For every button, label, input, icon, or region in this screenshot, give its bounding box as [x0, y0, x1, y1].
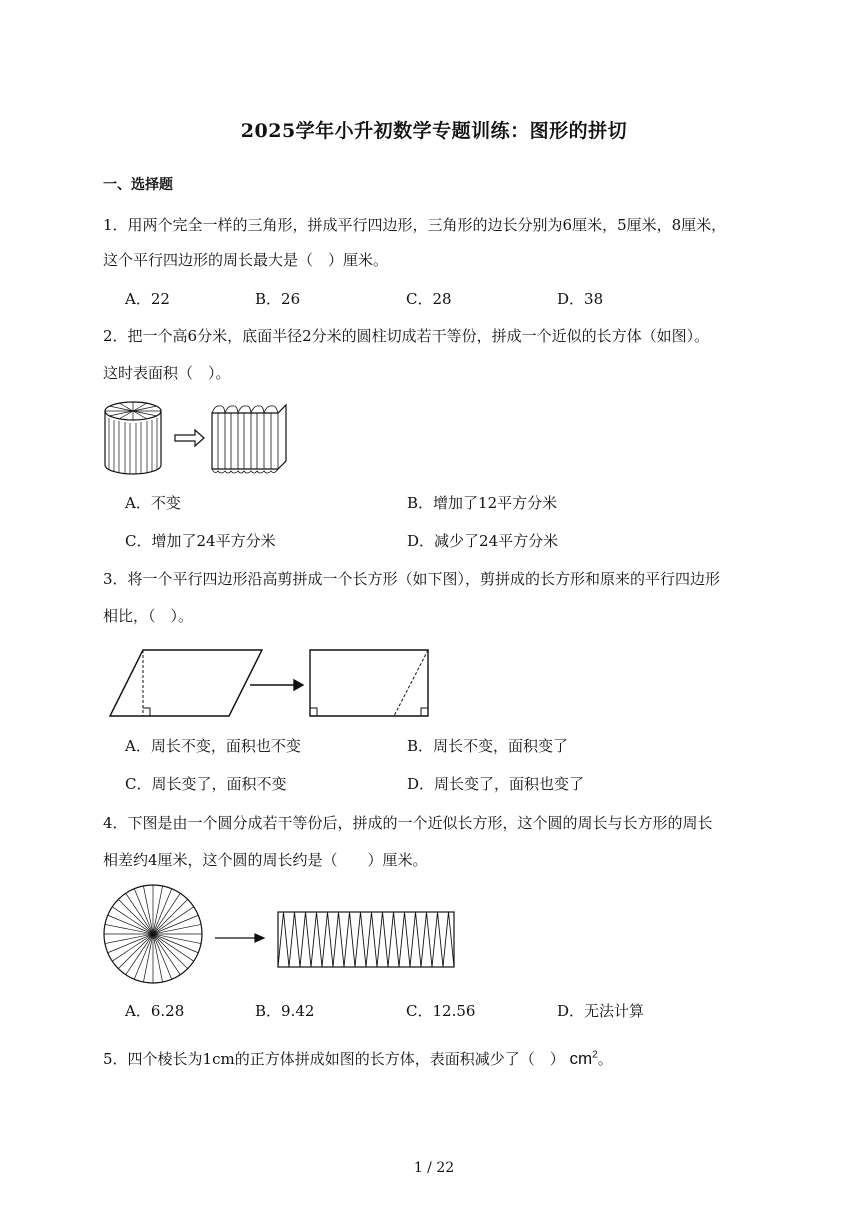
- q4-option-c[interactable]: C．12.56: [406, 1002, 476, 1020]
- q4-line2: 相差约4厘米，这个圆的周长约是（ ）厘米。: [103, 851, 428, 869]
- q2-option-d[interactable]: D．减少了24平方分米: [407, 532, 559, 550]
- q2-option-a[interactable]: A．不变: [125, 494, 181, 512]
- q4-option-d[interactable]: D．无法计算: [557, 1002, 645, 1020]
- q2-option-c[interactable]: C．增加了24平方分米: [125, 532, 276, 550]
- q3-option-d[interactable]: D．周长变了，面积也变了: [407, 775, 585, 793]
- q4-option-b[interactable]: B．9.42: [255, 1002, 315, 1020]
- q2-line2: 这时表面积（ ）。: [103, 364, 231, 382]
- q4-line1: 4．下图是由一个圆分成若干等份后，拼成的一个近似长方形，这个圆的周长与长方形的周长: [103, 814, 713, 832]
- q5-end: 。: [597, 1050, 613, 1068]
- q4-option-a[interactable]: A．6.28: [125, 1002, 185, 1020]
- parallelogram-to-rectangle-figure: [100, 640, 440, 725]
- q3-line1: 3．将一个平行四边形沿高剪拼成一个长方形（如下图），剪拼成的长方形和原来的平行四边形: [103, 570, 721, 588]
- section-heading: 一、选择题: [103, 177, 173, 193]
- q3-option-c[interactable]: C．周长变了，面积不变: [125, 775, 287, 793]
- q1-option-d[interactable]: D．38: [557, 290, 604, 308]
- q5-line: [103, 1048, 613, 1069]
- q3-option-b[interactable]: B．周长不变，面积变了: [407, 737, 569, 755]
- cylinder-to-cuboid-figure: [100, 393, 300, 483]
- circle-to-rectangle-figure: [100, 882, 460, 990]
- q3-option-a[interactable]: A．周长不变，面积也不变: [125, 737, 301, 755]
- q2-option-b[interactable]: B．增加了12平方分米: [407, 494, 558, 512]
- q1-option-c[interactable]: C．28: [406, 290, 452, 308]
- q5-text: 5．四个棱长为1cm的正方体拼成如图的长方体，表面积减少了（ ）: [103, 1050, 565, 1068]
- q5-unit: $cm^2$: [569, 1049, 598, 1068]
- q3-line2: 相比，（ ）。: [103, 607, 194, 625]
- page-title: 2025学年小升初数学专题训练：图形的拼切: [240, 120, 628, 142]
- q1-option-b[interactable]: B．26: [255, 290, 301, 308]
- q2-line1: 2．把一个高6分米，底面半径2分米的圆柱切成若干等份，拼成一个近似的长方体（如图）。: [103, 327, 710, 345]
- page-number: 1 / 22: [413, 1160, 455, 1176]
- q1-line2: 这个平行四边形的周长最大是（ ）厘米。: [103, 251, 389, 269]
- q1-option-a[interactable]: A．22: [125, 290, 170, 308]
- q1-line1: 1．用两个完全一样的三角形，拼成平行四边形，三角形的边长分别为6厘米，5厘米，8厘米，: [103, 216, 727, 234]
